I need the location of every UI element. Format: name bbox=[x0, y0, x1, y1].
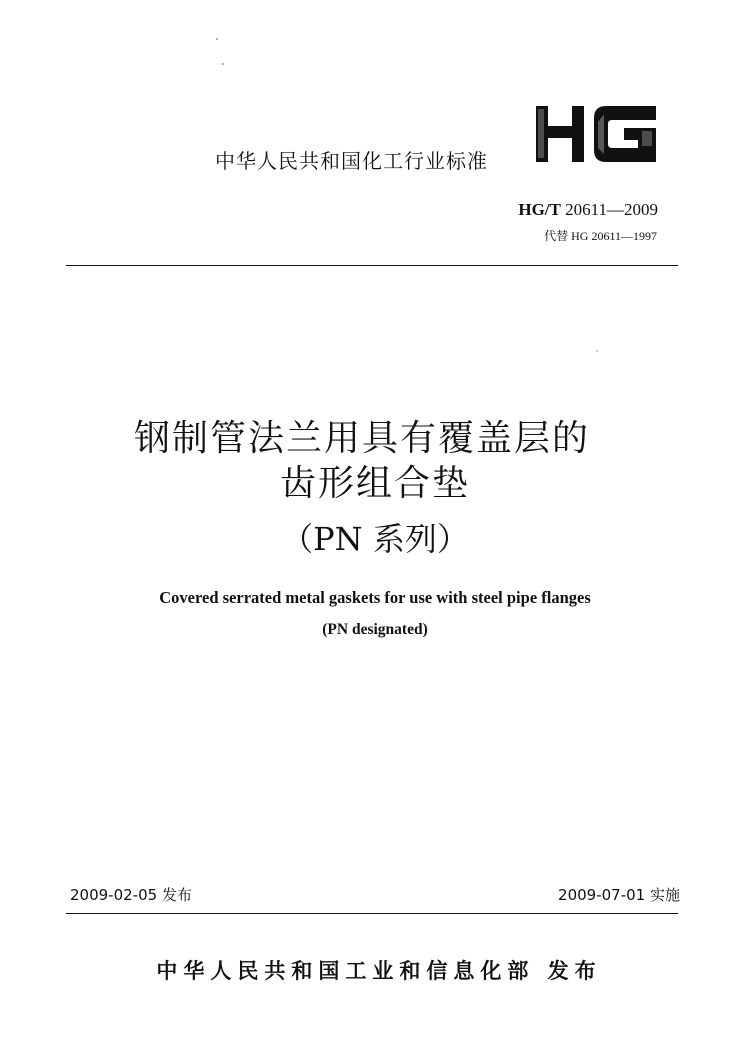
bottom-divider bbox=[66, 913, 678, 914]
implementation-date: 2009-07-01 实施 bbox=[558, 886, 680, 904]
standard-category-title: 中华人民共和国化工行业标准 bbox=[215, 149, 488, 173]
document-title-line-1 bbox=[0, 410, 750, 461]
scan-speck bbox=[222, 63, 224, 65]
document-title-line-2: 齿形组合垫 bbox=[279, 463, 470, 504]
top-divider bbox=[66, 265, 678, 266]
english-subtitle: (PN designated) bbox=[322, 621, 428, 638]
standard-code-number: 20611—2009 bbox=[565, 200, 658, 219]
publisher-text: 中华人民共和国工业和信息化部 发布 bbox=[156, 959, 602, 983]
publisher bbox=[0, 955, 750, 985]
document-title-series: （PN 系列） bbox=[281, 520, 469, 558]
hg-logo bbox=[532, 100, 664, 166]
scan-speck bbox=[596, 350, 598, 352]
replaces-standard: 代替 HG 20611—1997 bbox=[544, 229, 657, 243]
scan-speck bbox=[216, 38, 218, 40]
document-title-line-1-text: 钢制管法兰用具有覆盖层的 bbox=[133, 418, 590, 459]
standard-code-prefix: HG/T bbox=[518, 200, 561, 219]
standard-code bbox=[518, 200, 658, 220]
issue-date: 2009-02-05 发布 bbox=[70, 886, 192, 904]
english-title: Covered serrated metal gaskets for use with steel pipe flanges bbox=[159, 588, 591, 607]
